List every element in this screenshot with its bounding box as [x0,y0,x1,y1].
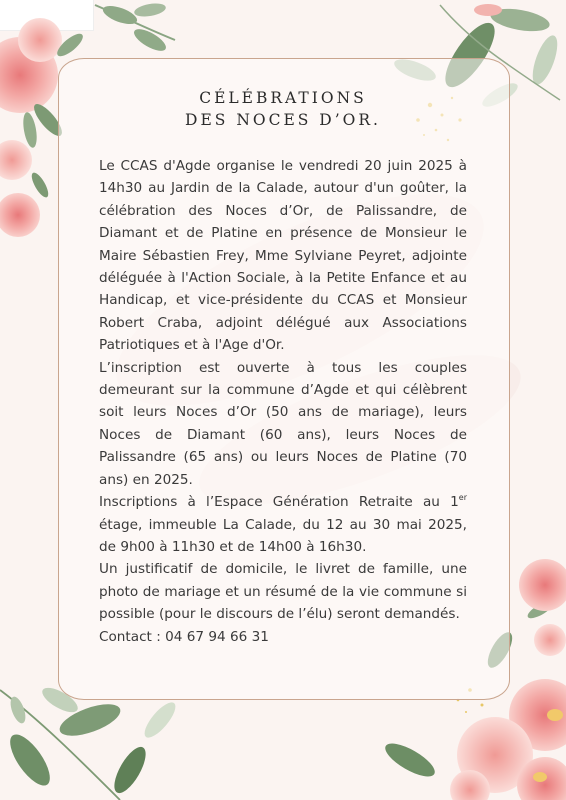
paragraph-eligibility: L’inscription est ouverte à tous les couples demeurant sur la commune d’Agde et qui célèbrent soit leurs Noces d’Or (50 ans de mariage), leurs Noces de Diamant (60 ans), leurs Noces de Palissandre (65 ans) ou leurs Noces de Platine (70 ans) en 2025. [99,359,467,488]
paragraph-documents: Un justificatif de domicile, le livret de famille, une photo de mariage et un résumé de la vie commune si possible (pour le discours de l’élu) seront demandés. [99,561,467,623]
registration-text-start: Inscriptions à l’Espace Génération Retraite au 1 [99,494,459,511]
page-title [0,87,566,131]
bottom-left-leaves [0,683,180,800]
title-line-2: DES NOCES D’OR. [185,111,381,129]
paragraph-registration [99,491,467,558]
title-line-1: CÉLÉBRATIONS [199,89,367,107]
ordinal-superscript: er [458,493,467,503]
registration-text-end: étage, immeuble La Calade, du 12 au 30 mai 2025, de 9h00 à 11h30 et de 14h00 à 16h30. [99,516,467,555]
contact-line: Contact : 04 67 94 66 31 [99,628,269,645]
announcement-body [99,155,467,648]
paragraph-event: Le CCAS d'Agde organise le vendredi 20 juin 2025 à 14h30 au Jardin de la Calade, autour d'un goûter, la célébration des Noces d’Or, de Palissandre, de Diamant et de Platine en présence de Monsieur le Maire Sébastien Frey, Mme Sylviane Peyret, adjointe déléguée à l'Action Sociale, à la Petite Enfance et au Handicap, et vice-présidente du CCAS et Monsieur Robert Craba, adjoint délégué aux Associations Patriotiques et à l'Age d'Or. [99,158,467,354]
